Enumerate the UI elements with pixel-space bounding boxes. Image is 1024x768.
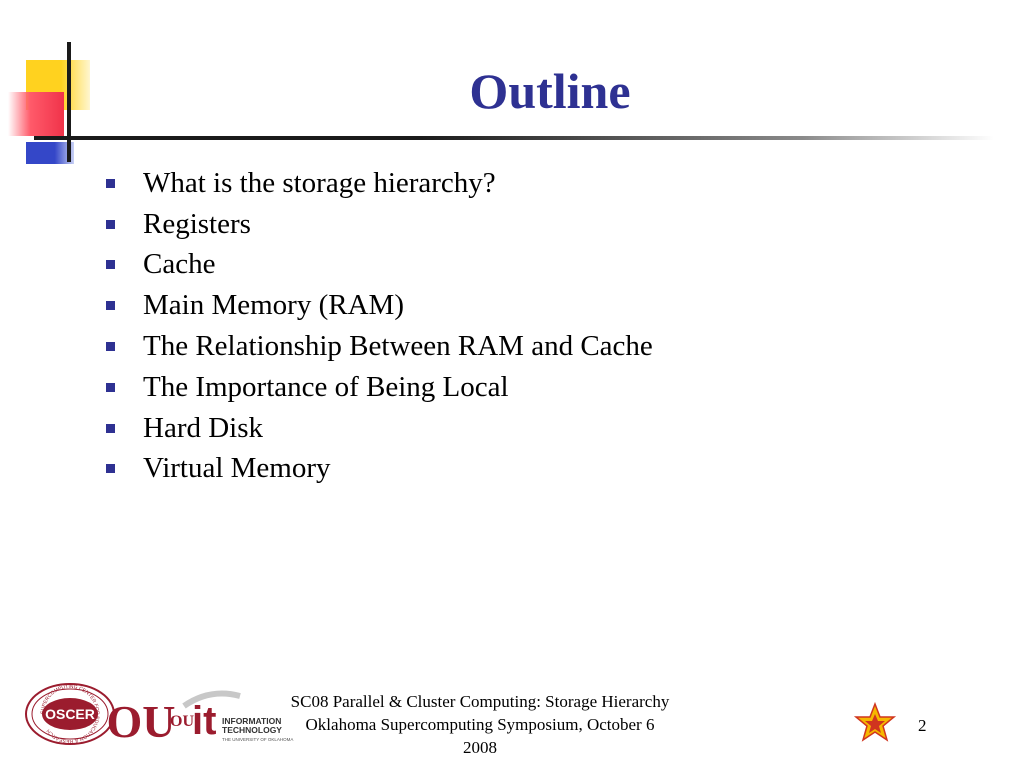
oscer-logo [24, 682, 116, 746]
svg-text:OU: OU [106, 696, 176, 747]
bullet-item [100, 326, 653, 367]
decorative-vertical-line [67, 42, 71, 162]
bullet-text: Cache [143, 248, 216, 281]
bullet-square-icon [106, 342, 115, 351]
bullet-square-icon [106, 301, 115, 310]
information-technology-logo [170, 688, 294, 746]
bullet-text: Registers [143, 207, 251, 240]
footer-text [290, 690, 670, 759]
bullet-text: Main Memory (RAM) [143, 289, 404, 322]
bullet-square-icon [106, 424, 115, 433]
svg-text:SUPERCOMPUTING CENTER FOR EDUC: SUPERCOMPUTING CENTER FOR EDUCATION & RESEARCH [39, 683, 101, 745]
bullet-text: What is the storage hierarchy? [143, 166, 496, 199]
decorative-red-square [8, 92, 64, 136]
bullet-item [100, 285, 653, 326]
bullet-item [100, 449, 653, 490]
star-logo-icon [852, 702, 898, 744]
bullet-square-icon [106, 260, 115, 269]
bullet-item [100, 204, 653, 245]
page-number: 2 [918, 716, 927, 735]
bullet-text: Virtual Memory [143, 452, 331, 485]
bullet-item [100, 163, 653, 204]
bullet-item [100, 408, 653, 449]
slide-title: Outline [469, 63, 631, 119]
footer-line-2: Oklahoma Supercomputing Symposium, October 6 2008 [305, 715, 655, 757]
bullet-item [100, 367, 653, 408]
bullet-list [100, 163, 653, 489]
svg-text:TECHNOLOGY: TECHNOLOGY [222, 725, 282, 735]
bullet-square-icon [106, 383, 115, 392]
ou-logo [106, 687, 176, 747]
bullet-square-icon [106, 464, 115, 473]
bullet-square-icon [106, 179, 115, 188]
footer-line-1: SC08 Parallel & Cluster Computing: Storage Hierarchy [290, 692, 670, 711]
svg-text:it: it [192, 699, 217, 743]
svg-text:THE UNIVERSITY OF OKLAHOMA: THE UNIVERSITY OF OKLAHOMA [222, 737, 294, 742]
svg-text:OU: OU [170, 713, 194, 730]
bullet-text: The Importance of Being Local [143, 370, 509, 403]
bullet-text: The Relationship Between RAM and Cache [143, 330, 653, 363]
bullet-square-icon [106, 220, 115, 229]
bullet-text: Hard Disk [143, 411, 264, 444]
svg-text:INFORMATION: INFORMATION [222, 716, 282, 726]
title-underline [34, 136, 994, 140]
svg-text:OSCER: OSCER [45, 706, 95, 722]
bullet-item [100, 245, 653, 286]
